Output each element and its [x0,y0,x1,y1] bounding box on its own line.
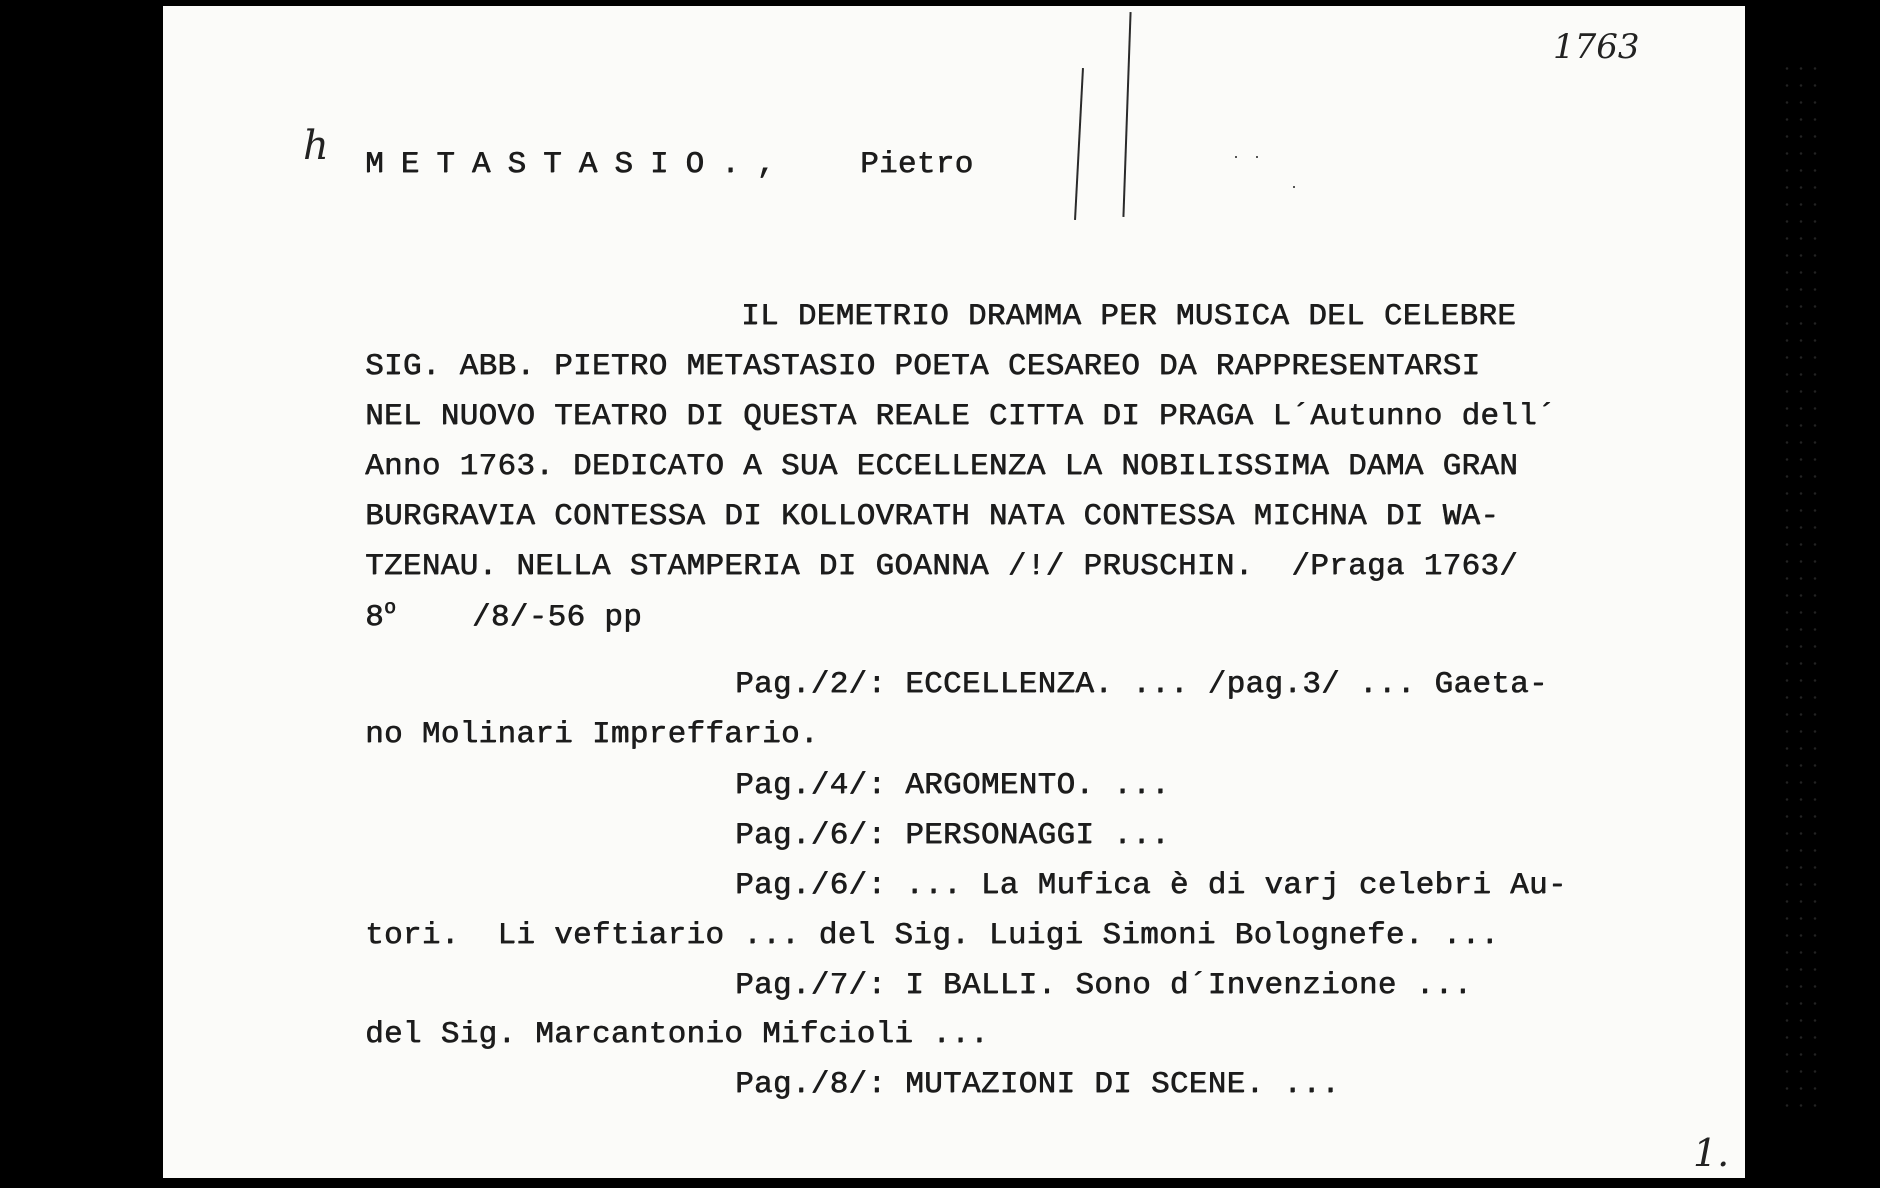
heading-given-name: Pietro [860,147,974,182]
pen-stroke [1122,12,1131,217]
sheet-mark: h [303,123,329,169]
description-line: BURGRAVIA CONTESSA DI KOLLOVRATH NATA CONTESSA MICHNA DI WA- [365,499,1500,534]
corner-mark: 1. [1693,1131,1730,1175]
note-line: no Molinari Impreffario. [365,717,819,752]
speck [1235,156,1237,158]
pen-stroke [1074,68,1084,220]
scan-edge-noise [1780,60,1820,1120]
note-line: Pag./6/: ... La Mufica è di varj celebri Au- [735,868,1567,903]
catalog-card [163,6,1745,1178]
note-line: Pag./7/: I BALLI. Sono d´Invenzione ... [735,968,1473,1003]
description-line: SIG. ABB. PIETRO METASTASIO POETA CESAREO DA RAPPRESENTARSI [365,349,1481,384]
format-degree: o [383,597,397,620]
heading-surname: METASTASIO., [365,147,793,182]
description-line: Anno 1763. DEDICATO A SUA ECCELLENZA LA NOBILISSIMA DAMA GRAN [365,449,1519,484]
description-line: IL DEMETRIO DRAMMA PER MUSICA DEL CELEBRE [741,299,1517,334]
speck [1293,186,1295,188]
note-line: tori. Li veftiario ... del Sig. Luigi Simoni Bolognefe. ... [365,918,1500,953]
note-line: Pag./2/: ECCELLENZA. ... /pag.3/ ... Gaeta- [735,667,1548,702]
description-line: TZENAU. NELLA STAMPERIA DI GOANNA /!/ PRUSCHIN. /Praga 1763/ [365,549,1519,584]
format-line [365,597,642,635]
format-gap [396,600,472,635]
note-line: Pag./4/: ARGOMENTO. ... [735,768,1170,803]
speck [1256,156,1258,158]
format-size: 8 [365,600,384,635]
note-line: del Sig. Marcantonio Mifcioli ... [365,1017,989,1052]
note-line: Pag./8/: MUTAZIONI DI SCENE. ... [735,1067,1340,1102]
card-number: 1763 [1553,27,1640,67]
note-line: Pag./6/: PERSONAGGI ... [735,818,1170,853]
description-line: NEL NUOVO TEATRO DI QUESTA REALE CITTA DI PRAGA L´Autunno dell´ [365,399,1556,434]
format-pages: /8/-56 pp [471,600,642,635]
